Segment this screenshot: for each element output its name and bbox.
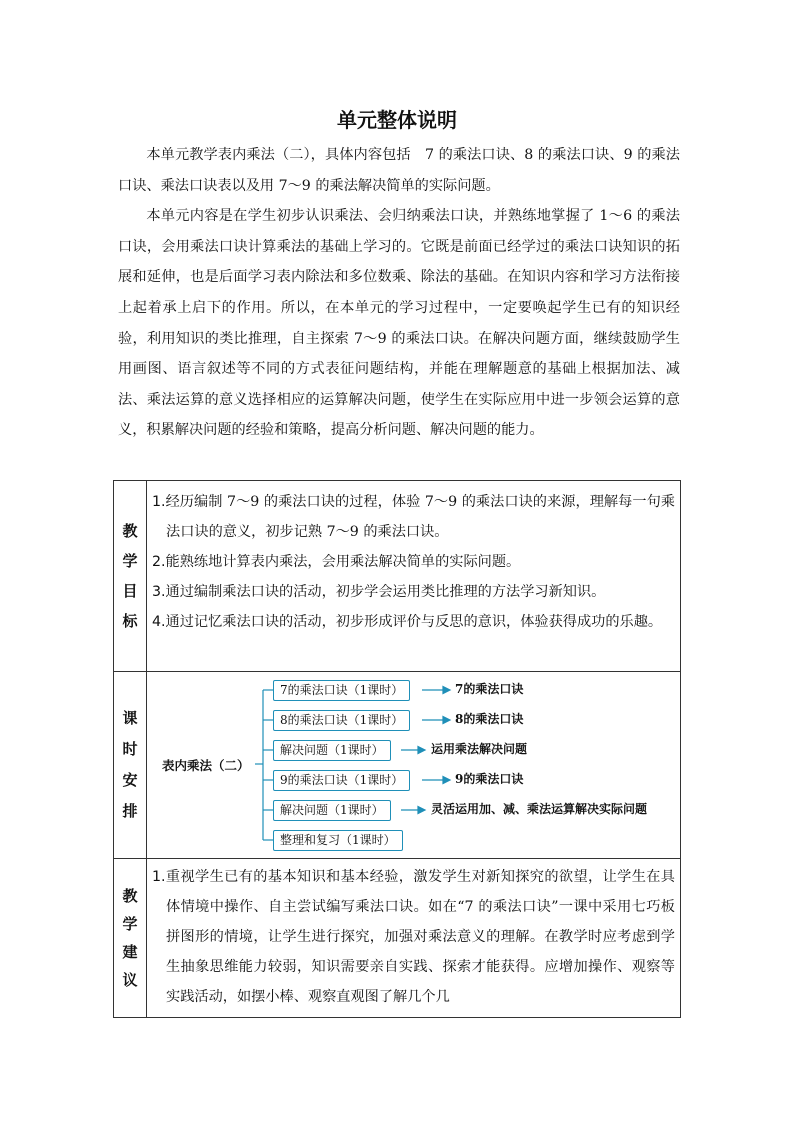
label-char: 安 (122, 771, 138, 789)
label-char: 时 (122, 740, 138, 758)
intro-paragraph: 本单元内容是在学生初步认识乘法、会归纳乘法口诀，并熟练地掌握了 1～6 的乘法口诀，会用乘法口诀计算乘法的基础上学习的。它既是前面已经学过的乘法口诀知识的拓展和延伸，也是后面学习表内除法和多位数乘、除法的基础。在知识内容和学习方法衔接上起着承上启下的作用。所以，在本单元的学习过程中，一定要唤起学生已有的知识经验，利用知识的类比推理，自主探索 7～9 的乘法口诀。在解决问题方面，继续鼓励学生用画图、语言叙述等不同的方式表征问题结构，并能在理解题意的基础上根据加法、减法、乘法运算的意义选择相应的运算解决问题，使学生在实际应用中进一步领会运算的意义，积累解决问题的经验和策略，提高分析问题、解决问题的能力。 (118, 208, 680, 439)
teaching-goals-row (114, 481, 681, 672)
arrow-head (443, 717, 450, 724)
label-char: 学 (122, 552, 138, 570)
arrow-head (443, 777, 450, 784)
goal-item (152, 547, 675, 577)
schedule-box: 9的乘法口诀（1课时） (273, 770, 410, 791)
schedule-box: 解决问题（1课时） (273, 800, 391, 821)
item-text: 通过编制乘法口诀的活动，初步学会运用类比推理的方法学习新知识。 (165, 584, 606, 600)
arrow-head (443, 687, 450, 694)
label-char: 目 (122, 582, 138, 600)
schedule-box: 7的乘法口诀（1课时） (273, 680, 410, 701)
item-text: 通过记忆乘法口诀的活动，初步形成评价与反思的意识，体验获得成功的乐趣。 (165, 614, 663, 630)
intro-paragraph: 本单元教学表内乘法（二），具体内容包括 7 的乘法口诀、8 的乘法口诀、9 的乘法口诀、乘法口诀表以及用 7～9 的乘法解决简单的实际问题。 (118, 147, 680, 194)
item-text: 重视学生已有的基本知识和基本经验，激发学生对新知探究的欲望，让学生在具体情境中操作、自主尝试编写乘法口诀。如在“7 的乘法口诀”一课中采用七巧板拼图形的情境，让学生进行探究，加强对乘法意义的理解。在教学时应考虑到学生抽象思维能力较弱，知识需要亲自实践、探索才能获得。应增加操作、观察等实践活动，如摆小棒、观察直观图了解几个几 (165, 869, 675, 1005)
teaching-advice-content (147, 859, 681, 1018)
teaching-advice-label (114, 859, 147, 1018)
item-text: 能熟练地计算表内乘法，会用乘法解决简单的实际问题。 (165, 554, 521, 570)
label-char: 课 (122, 709, 138, 727)
schedule-outcome: 灵活运用加、减、乘法运算解决实际问题 (431, 802, 648, 816)
advice-clip (148, 860, 679, 1016)
teaching-advice-row (114, 859, 681, 1018)
teaching-goals-content (147, 481, 681, 672)
item-number: 4. (152, 614, 166, 630)
advice-item (152, 862, 675, 1012)
intro-section (118, 140, 680, 446)
item-number: 1. (152, 869, 166, 885)
item-number: 3. (152, 584, 166, 600)
page-title: 单元整体说明 (337, 108, 457, 132)
item-text: 经历编制 7～9 的乘法口诀的过程，体验 7～9 的乘法口诀的来源，理解每一句乘法口诀的意义，初步记熟 7～9 的乘法口诀。 (165, 494, 675, 540)
goal-item (152, 577, 675, 607)
schedule-box: 解决问题（1课时） (273, 740, 391, 761)
arrow-head (418, 807, 425, 814)
goal-item (152, 487, 675, 547)
schedule-outcome: 7的乘法口诀 (455, 682, 524, 696)
goal-item (152, 607, 675, 637)
label-char: 排 (122, 802, 138, 820)
schedule-outcome: 运用乘法解决问题 (431, 742, 528, 756)
lesson-schedule-label (114, 672, 147, 859)
item-number: 2. (152, 554, 166, 570)
schedule-box: 整理和复习（1课时） (273, 830, 403, 851)
schedule-root: 表内乘法（二） (162, 758, 250, 773)
unit-table (113, 480, 681, 1018)
label-char: 教 (122, 522, 138, 540)
arrow-head (418, 747, 425, 754)
item-number: 1. (152, 494, 166, 510)
label-char: 教 (122, 887, 138, 905)
lesson-schedule-diagram (147, 672, 681, 859)
label-char: 建 (122, 943, 138, 961)
schedule-outcome: 9的乘法口诀 (455, 772, 524, 786)
label-char: 标 (122, 612, 138, 630)
label-char: 学 (122, 915, 138, 933)
lesson-schedule-row (114, 672, 681, 859)
schedule-outcome: 8的乘法口诀 (455, 712, 524, 726)
schedule-box: 8的乘法口诀（1课时） (273, 710, 410, 731)
teaching-goals-label (114, 481, 147, 672)
label-char: 议 (122, 971, 138, 989)
